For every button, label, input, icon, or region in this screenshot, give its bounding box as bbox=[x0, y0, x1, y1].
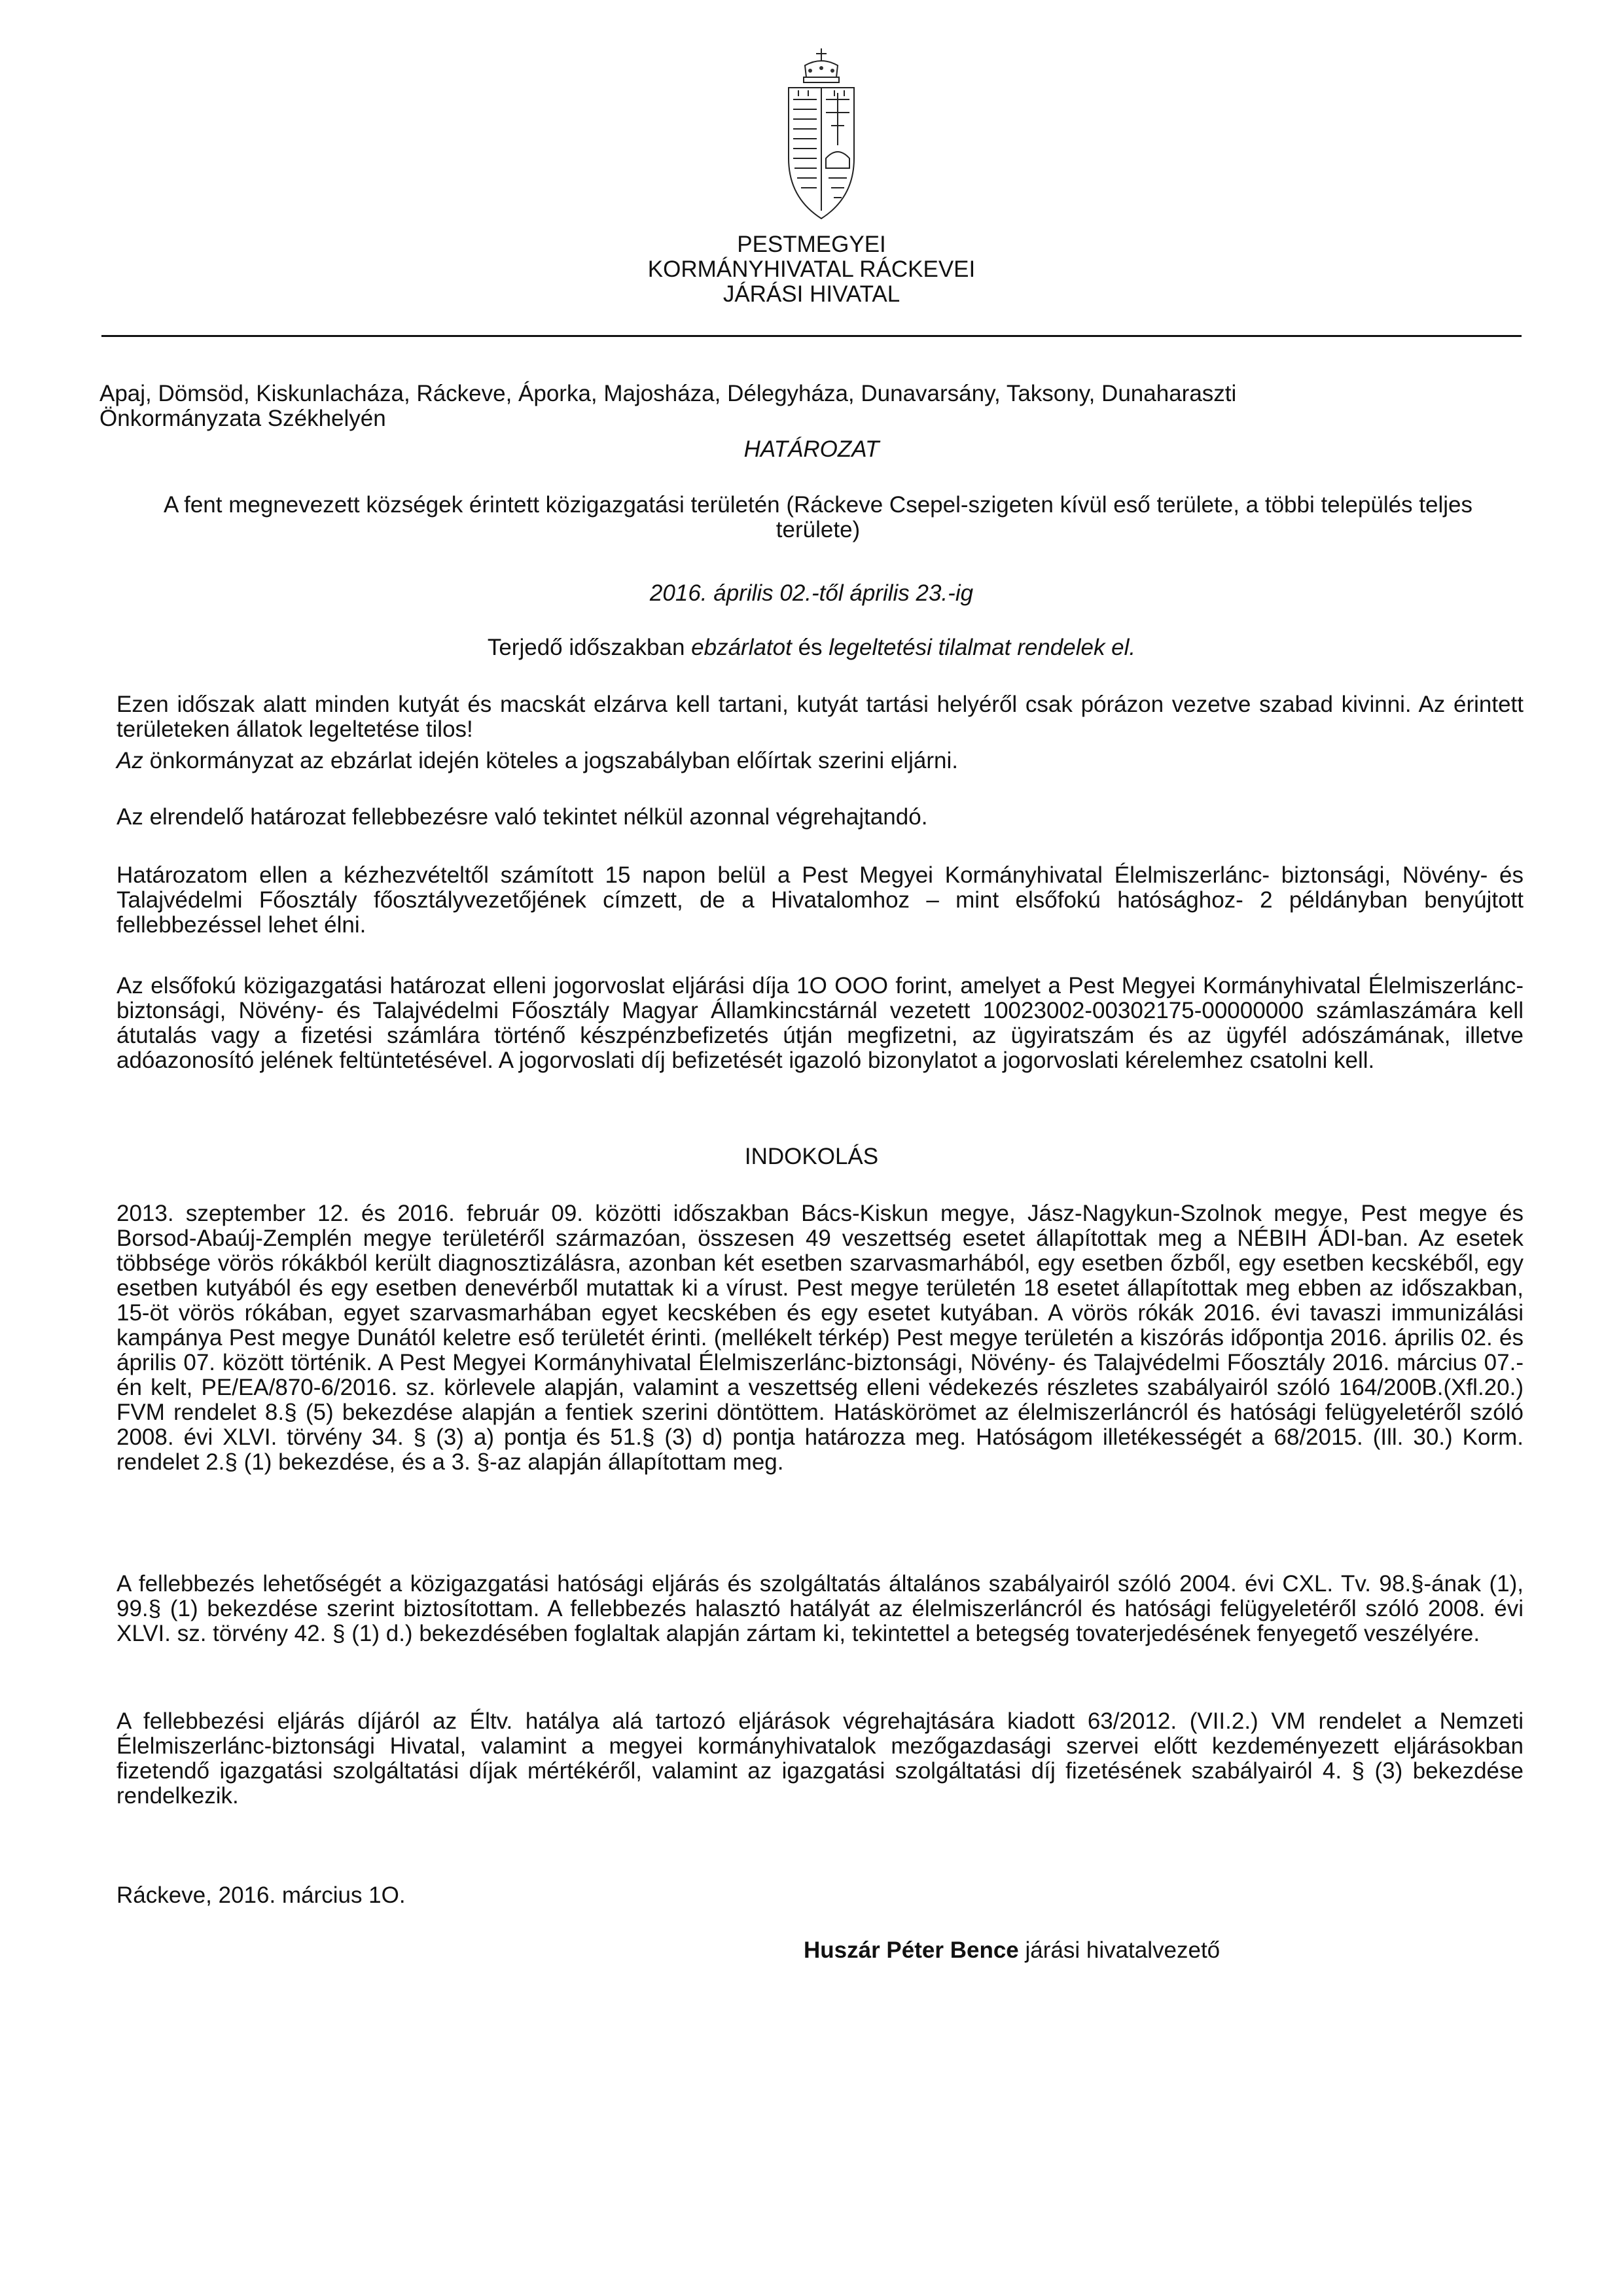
rules-paragraph: Ezen időszak alatt minden kutyát és macskát elzárva kell tartani, kutyát tartási helyéről csak pórázon vezetve szabad kivinni. Az érintett területeken állatok legeltetése tilos! bbox=[116, 692, 1524, 742]
appeal-paragraph: Határozatom ellen a kézhezvételtől számított 15 napon belül a Pest Megyei Kormányhivatal Élelmiszerlánc- biztonsági, Növény- és Talajvédelmi Főosztály főosztályvezetőjének címzett, de a Hivatalomhoz – mint elsőfokú hatósághoz- 2 példányban benyújtott fellebbezéssel lehet élni. bbox=[116, 862, 1524, 938]
enforcement-paragraph: Az elrendelő határozat fellebbezésre való tekintet nélkül azonnal végrehajtandó. bbox=[116, 804, 928, 830]
coat-of-arms-icon bbox=[772, 47, 870, 224]
fee-paragraph: Az elsőfokú közigazgatási határozat elleni jogorvoslat eljárási díja 1O OOO forint, amelyet a Pest Megyei Kormányhivatal Élelmiszerlánc-biztonsági, Növény- és Talajvédelmi Főosztály Magyar Államkincstárnál vezetett 10023002-00302175-00000000 számlaszámára kell átutalás vagy a fizetési számlára történő készpénzbefizetés útján megfizetni, az ügyiratszám és az ügyfél adószámának, illetve adóazonosító jelének feltüntetésével. A jogorvoslati díj befizetését igazoló bizonylatot a jogorvoslati kérelemhez csatolni kell. bbox=[116, 973, 1524, 1073]
fee-basis-paragraph: A fellebbezési eljárás díjáról az Éltv. hatálya alá tartozó eljárások végrehajtására kiadott 63/2012. (VII.2.) VM rendelet a Nemzeti Élelmiszerlánc-biztonsági Hivatal, valamint a megyei kormányhivatalok mezőgazdasági szervei előtt kezdeményezett eljárásokban fizetendő igazgatási szolgáltatási díjak mértékéről, valamint az igazgatási szolgáltatási díj fizetésének szabályairól 4. § (3) bekezdése rendelkezik. bbox=[116, 1708, 1524, 1809]
decision-title: HATÁROZAT bbox=[743, 436, 880, 462]
order-emph-1: ebzárlatot bbox=[691, 635, 792, 660]
order-prefix: Terjedő időszakban bbox=[487, 635, 692, 660]
rules-italic-word: Az bbox=[116, 748, 143, 773]
issuer-line-3: JÁRÁSI HIVATAL bbox=[722, 281, 901, 307]
rules-rest: önkormányzat az ebzárlat idején köteles a jogszabályban előírtak szerini eljárni. bbox=[143, 748, 958, 773]
rules-municipality-line bbox=[116, 749, 1524, 773]
reasoning-title: INDOKOLÁS bbox=[744, 1144, 879, 1169]
signer-title: járási hivatalvezető bbox=[1018, 1937, 1221, 1963]
appeal-basis-paragraph: A fellebbezés lehetőségét a közigazgatási hatósági eljárás és szolgáltatás általános szabályairól szóló 2004. évi CXL. Tv. 98.§-ának (1), 99.§ (1) bekezdése szerint biztosítottam. A fellebbezés halasztó hatályát az élelmiszerláncról és hatósági felügyeletéről szóló 2008. évi XLVI. sz. törvény 42. § (1) d.) bekezdésében foglaltak alapján zártam ki, tekintettel a betegség tovaterjedésének fenyegető veszélyére. bbox=[116, 1571, 1524, 1646]
issuer-header bbox=[0, 232, 1623, 307]
header-divider bbox=[101, 335, 1522, 337]
order-emph-2: legeltetési tilalmat rendelek el. bbox=[829, 635, 1136, 660]
place-date: Ráckeve, 2016. március 1O. bbox=[116, 1882, 406, 1908]
issuer-line-1: PESTMEGYEI bbox=[737, 232, 886, 257]
reasoning-paragraph: 2013. szeptember 12. és 2016. február 09. közötti időszakban Bács-Kiskun megye, Jász-Nagykun-Szolnok megye, Pest megye és Borsod-Abaúj-Zemplén megye területéről származóan, összesen 49 veszettség esetet állapítottak meg a NÉBIH ÁDI-ban. Az esetek többsége vörös rókákból került diagnosztizálásra, azonban két esetben szarvasmarhából, egy esetben őzből, egy esetben kecskéből, egy esetben kutyából és egy esetben denevérből mutattak ki a vírust. Pest megye területén 18 esetet állapítottak meg ebben az időszakban, 15-öt vörös rókában, egyet szarvasmarhában egyet kecskében és egy esetet kutyában. A vörös rókák 2016. évi tavaszi immunizálási kampánya Pest megye Dunától keletre eső területét érinti. (mellékelt térkép) Pest megye területén a kiszórás időpontja 2016. április 02. és április 07. között történik. A Pest Megyei Kormányhivatal Élelmiszerlánc-biztonsági, Növény- és Talajvédelmi Főosztály 2016. március 07.-én kelt, PE/EA/870-6/2016. sz. körlevele alapján, valamint a veszettség elleni védekezés részletes szabályairól szóló 164/200B.(Xfl.20.) FVM rendelet 8.§ (5) bekezdése alapján a fentiek szerini döntöttem. Hatáskörömet az élelmiszerláncról és hatósági felügyeletéről szóló 2008. évi XLVI. törvény 34. § (3) a) pontja és 51.§ (3) d) pontja határozza meg. Hatóságom illetékességét a 68/2015. (Ill. 30.) Korm. rendelet 2.§ (1) bekezdése, és a 3. §-az alapján állapítottam meg. bbox=[116, 1201, 1524, 1475]
signature-block bbox=[804, 1938, 1220, 1963]
issuer-line-2: KORMÁNYHIVATAL RÁCKEVEI bbox=[647, 256, 976, 282]
addressees: Apaj, Dömsöd, Kiskunlacháza, Ráckeve, Áporka, Majosháza, Délegyháza, Dunavarsány, Taksony, Dunaharaszti Önkormányzata Székhelyén bbox=[99, 381, 1237, 431]
signer-name: Huszár Péter Bence bbox=[804, 1937, 1019, 1963]
order-line bbox=[0, 635, 1623, 660]
scope-paragraph: A fent megnevezett községek érintett közigazgatási területén (Ráckeve Csepel-szigeten kívül eső területe, a többi település teljes területe) bbox=[163, 492, 1472, 542]
order-middle: és bbox=[791, 635, 829, 660]
period-line: 2016. április 02.-től április 23.-ig bbox=[649, 580, 974, 606]
